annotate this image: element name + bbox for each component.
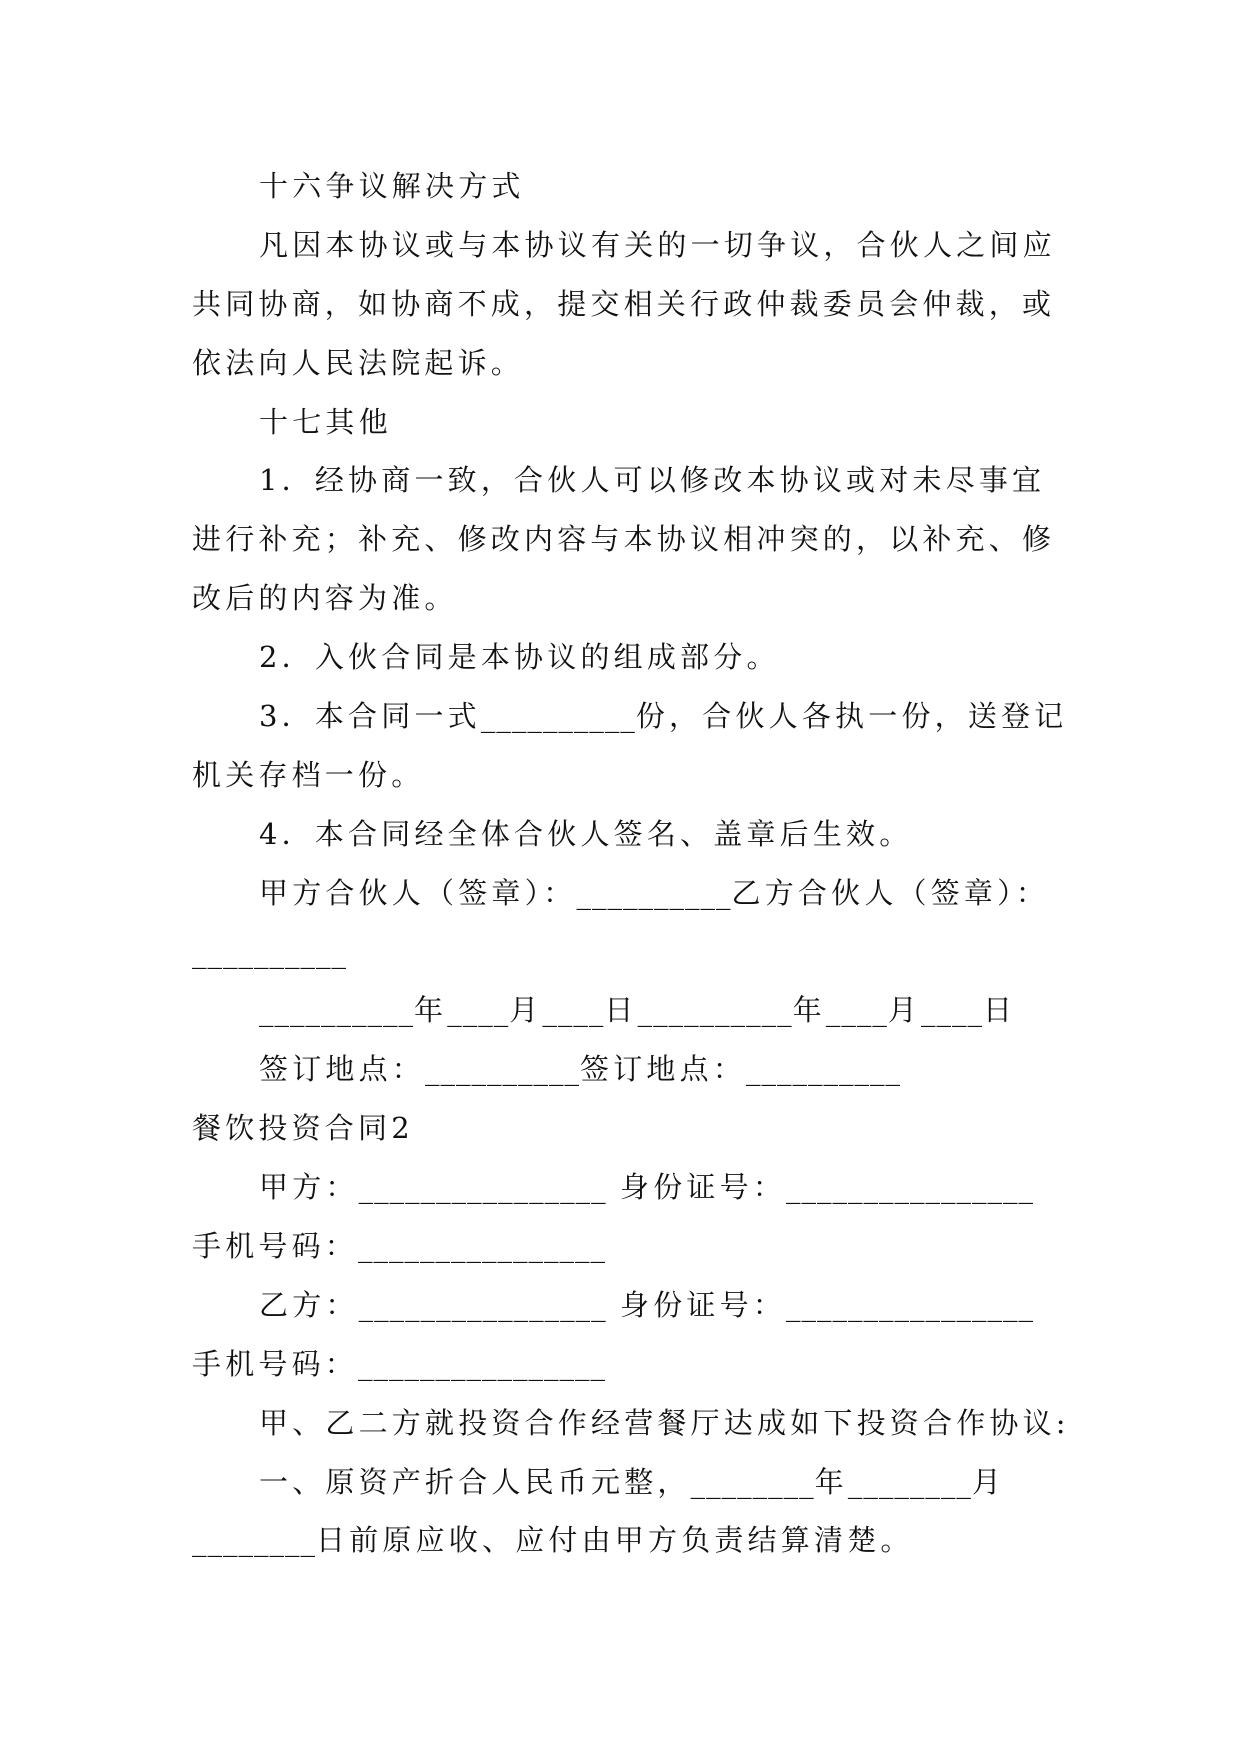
section-16 [192, 157, 1072, 393]
fill-in-blank: ________________ [358, 1346, 607, 1381]
party-a-phone-line: 手机号码：________________ [192, 1229, 607, 1264]
section-17 [192, 393, 1072, 864]
paragraph-line: 共同协商，如协商不成，提交相关行政仲裁委员会仲裁，或 [192, 286, 1056, 321]
contract-clause-1 [192, 1453, 1072, 1571]
fill-in-blank: __________ [259, 993, 414, 1028]
fill-in-blank: __________ [480, 699, 636, 734]
page-content [192, 157, 1072, 1570]
paragraph-line: 1．经协商一致，合伙人可以修改本协议或对未尽事宜 [259, 463, 1046, 498]
party-a [192, 1158, 1072, 1276]
fill-in-blank: ____ [447, 993, 510, 1028]
paragraph-line: 3．本合同一式__________份，合伙人各执一份，送登记 [259, 699, 1068, 734]
signing-date-line: __________年____月____日__________年____月____日 [259, 993, 1017, 1028]
clause-2 [192, 628, 1072, 687]
contract-preamble: 甲、乙二方就投资合作经营餐厅达成如下投资合作协议: [259, 1405, 1070, 1440]
party-b-phone-line: 手机号码：________________ [192, 1346, 607, 1381]
contract-2 [192, 1099, 1072, 1570]
fill-in-blank: __________ [576, 875, 732, 910]
paragraph-line: ________日前原应收、应付由甲方负责结算清楚。 [192, 1523, 914, 1558]
party-a-name-id-line: 甲方：________________ 身份证号：________________ [259, 1170, 1035, 1205]
fill-in-blank: ________ [690, 1464, 815, 1499]
signature-block [192, 864, 1072, 1100]
clause-1 [192, 451, 1072, 628]
fill-in-blank: ________ [192, 1523, 316, 1558]
fill-in-blank: ________________ [358, 1229, 607, 1264]
party-b [192, 1276, 1072, 1394]
paragraph-line: 一、原资产折合人民币元整，________年________月 [259, 1464, 1006, 1499]
paragraph-line: 进行补充；补充、修改内容与本协议相冲突的，以补充、修 [192, 522, 1056, 557]
fill-in-blank: __________ [192, 934, 347, 969]
fill-in-blank: ____ [542, 993, 605, 1028]
paragraph-line: 改后的内容为准。 [192, 581, 458, 616]
fill-in-blank: ____ [825, 993, 888, 1028]
fill-in-blank: ________________ [786, 1287, 1035, 1322]
paragraph-line: 4．本合同经全体合伙人签名、盖章后生效。 [259, 816, 913, 851]
fill-in-blank: ____ [921, 993, 984, 1028]
fill-in-blank: __________ [425, 1052, 581, 1087]
clause-3 [192, 687, 1072, 805]
party-b-name-id-line: 乙方：________________ 身份证号：________________ [259, 1287, 1035, 1322]
section-17-heading: 十七其他 [259, 404, 392, 439]
fill-in-blank: __________ [746, 1052, 902, 1087]
paragraph-line: 依法向人民法院起诉。 [192, 345, 525, 380]
clause-4 [192, 805, 1072, 864]
contract-title: 餐饮投资合同2 [192, 1111, 414, 1146]
paragraph-line: 2．入伙合同是本协议的组成部分。 [259, 640, 780, 675]
partner-signature-line [192, 923, 1072, 982]
signing-place-line: 签订地点：__________签订地点：__________ [259, 1052, 902, 1087]
fill-in-blank: ________________ [358, 1170, 607, 1205]
section-16-heading: 十六争议解决方式 [259, 169, 525, 203]
paragraph-line: 机关存档一份。 [192, 757, 425, 792]
fill-in-blank: ________________ [358, 1287, 607, 1322]
paragraph-line: 凡因本协议或与本协议有关的一切争议，合伙人之间应 [259, 227, 1056, 262]
fill-in-blank: ________ [847, 1464, 972, 1499]
partner-signature-line: 甲方合伙人（签章）：__________乙方合伙人（签章）： [259, 875, 1050, 910]
fill-in-blank: __________ [637, 993, 793, 1028]
fill-in-blank: ________________ [786, 1170, 1035, 1205]
